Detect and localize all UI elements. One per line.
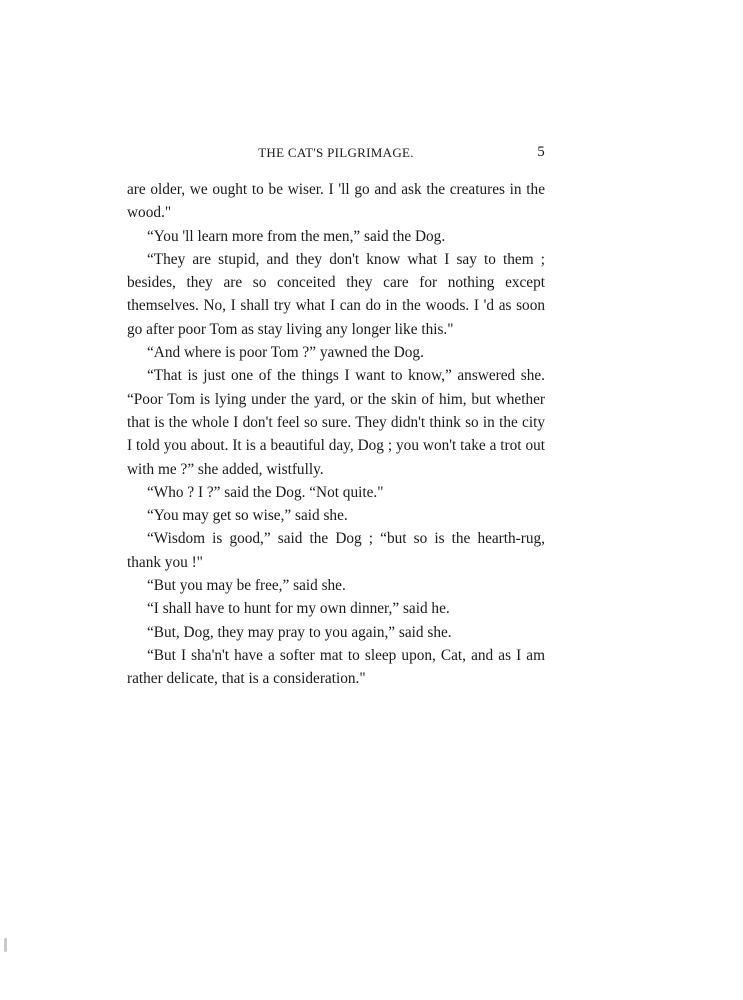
paragraph: “But I sha'n't have a softer mat to sleep upon, Cat, and as I am rather delicate, that is a consideration.": [127, 646, 545, 688]
scan-mark: [4, 938, 7, 952]
body-text: [127, 178, 545, 691]
paragraph: “They are stupid, and they don't know what I say to them ; besides, they are so conceited they care for nothing except themselves. No, I shall try what I can do in the woods. I 'd as soon go after poor Tom as stay living any longer like this.": [127, 250, 545, 338]
running-title: THE CAT'S PILGRIMAGE.: [258, 145, 414, 160]
page-number: 5: [537, 144, 545, 160]
running-header: [127, 145, 545, 165]
paragraph: “Who ? I ?” said the Dog. “Not quite.": [147, 483, 384, 501]
paragraph: “But, Dog, they may pray to you again,” said she.: [147, 623, 452, 641]
paragraph: “Wisdom is good,” said the Dog ; “but so is the hearth-rug, thank you !": [127, 530, 545, 571]
paragraph: “You may get so wise,” said she.: [147, 507, 348, 525]
paragraph: “I shall have to hunt for my own dinner,” said he.: [147, 600, 450, 618]
paragraph: “And where is poor Tom ?” yawned the Dog.: [147, 344, 424, 362]
paragraph: are older, we ought to be wiser. I 'll go and ask the creatures in the wood.": [127, 181, 545, 222]
paragraph: “That is just one of the things I want to know,” answered she. “Poor Tom is lying under the yard, or the skin of him, but whether that is the whole I don't feel so sure. They didn't think so in the city I told you about. It is a beautiful day, Dog ; you won't take a trot out with me ?” she added, wistfully.: [127, 367, 545, 478]
paragraph: “You 'll learn more from the men,” said the Dog.: [147, 227, 446, 245]
paragraph: “But you may be free,” said she.: [147, 577, 346, 595]
